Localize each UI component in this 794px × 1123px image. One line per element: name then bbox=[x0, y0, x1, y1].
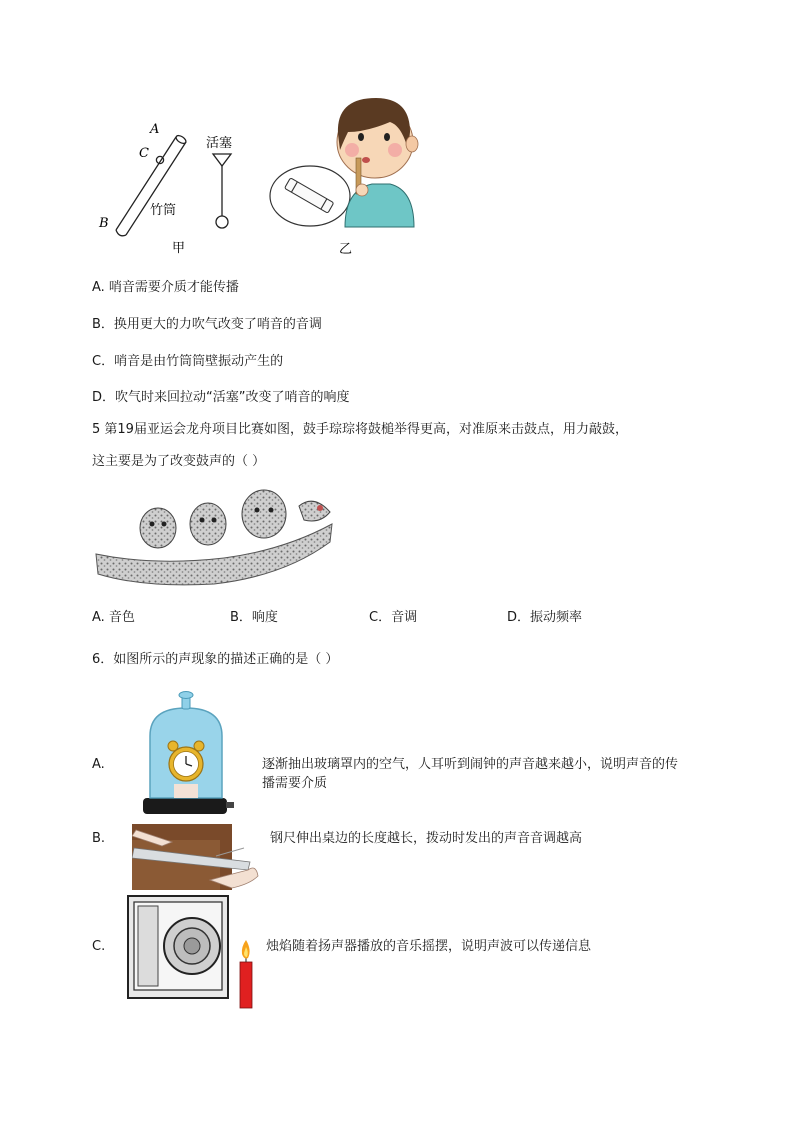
q6-option-b-text: 钢尺伸出桌边的长度越长，拨动时发出的声音音调越高 bbox=[270, 831, 583, 846]
bell-jar-image bbox=[140, 690, 235, 818]
q5-option-c: C．音调 bbox=[369, 610, 418, 625]
label-c: C bbox=[139, 146, 149, 161]
q6-option-c-label: C. bbox=[92, 939, 106, 954]
label-a: A bbox=[150, 122, 160, 137]
q4-option-d: D．吹气时来回拉动“活塞”改变了哨音的响度 bbox=[92, 390, 350, 405]
q6-option-a-text-line1: 逐渐抽出玻璃罩内的空气，人耳听到闹钟的声音越来越小，说明声音的传 bbox=[262, 757, 679, 772]
q4-option-c: C．哨音是由竹筒筒壁振动产生的 bbox=[92, 354, 284, 369]
label-piston: 活塞 bbox=[206, 136, 233, 151]
q5-option-d: D．振动频率 bbox=[507, 610, 583, 625]
q6-stem: 6．如图所示的声现象的描述正确的是（ ） bbox=[92, 652, 339, 667]
q4-option-a: A. 哨音需要介质才能传播 bbox=[92, 280, 239, 295]
caption-jia: 甲 bbox=[172, 241, 186, 256]
steel-ruler-image bbox=[132, 818, 272, 892]
caption-yi: 乙 bbox=[339, 242, 353, 257]
figure-jia-yi bbox=[90, 92, 420, 262]
boy-illustration bbox=[337, 98, 418, 227]
whistle-diagram bbox=[90, 92, 420, 262]
label-b: B bbox=[99, 216, 109, 231]
q5-option-b: B．响度 bbox=[230, 610, 278, 625]
q6-option-a-text-line2: 播需要介质 bbox=[262, 776, 328, 791]
bamboo-tube bbox=[116, 134, 187, 236]
q6-option-a-label: A. bbox=[92, 757, 105, 772]
q5-stem-line2: 这主要是为了改变鼓声的（ ） bbox=[92, 454, 266, 469]
piston bbox=[213, 154, 231, 228]
q6-option-c-text: 烛焰随着扬声器播放的音乐摇摆，说明声波可以传递信息 bbox=[266, 939, 592, 954]
q4-option-b: B．换用更大的力吹气改变了哨音的音调 bbox=[92, 317, 322, 332]
dragon-boat-image bbox=[94, 484, 334, 602]
q5-option-a: A. 音色 bbox=[92, 610, 135, 625]
speaker-candle-image bbox=[124, 890, 264, 1012]
label-bamboo-tube: 竹筒 bbox=[150, 203, 177, 218]
q5-stem-line1: 5 第19届亚运会龙舟项目比赛如图，鼓手琮琮将鼓槌举得更高，对准原来击鼓点，用力敲鼓， bbox=[92, 422, 628, 437]
whistle-inset bbox=[270, 166, 350, 226]
q6-option-b-label: B. bbox=[92, 831, 106, 846]
